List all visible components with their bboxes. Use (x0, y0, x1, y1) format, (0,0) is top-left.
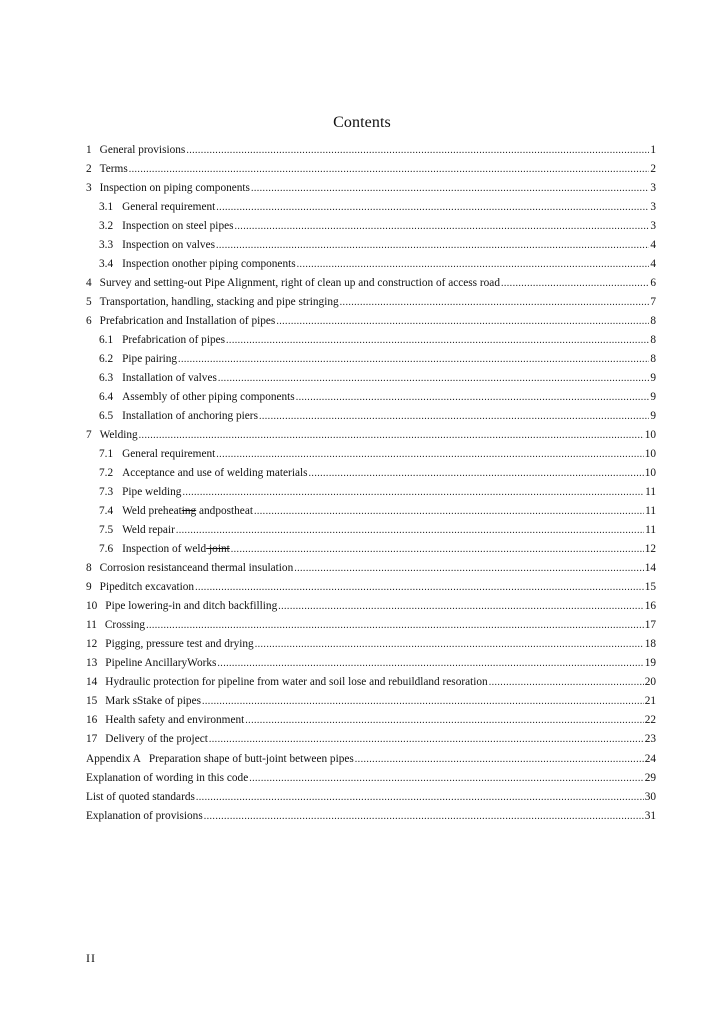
toc-entry-title: Pipeline AncillaryWorks (105, 657, 217, 670)
toc-entry-number: 2 (86, 163, 92, 176)
toc-entry-7-3[interactable] (86, 486, 656, 505)
dot-leader (340, 297, 650, 308)
toc-entry-page: 8 (650, 334, 656, 347)
toc-entry-3-3[interactable] (86, 239, 656, 258)
toc-entry-number: 3.3 (99, 239, 114, 252)
dot-leader (255, 639, 644, 650)
dot-leader (195, 582, 644, 593)
toc-entry-number: 7.1 (99, 448, 114, 461)
toc-entry-title: Survey and setting-out Pipe Alignment, right of clean up and construction of access road (99, 277, 500, 290)
toc-entry-title: Terms (99, 163, 128, 176)
toc-entry-list-of-quoted-standards[interactable] (86, 791, 656, 810)
toc-entry-number: 15 (86, 695, 98, 708)
toc-entry-title: Explanation of provisions (86, 809, 203, 822)
toc-entry-3-2[interactable] (86, 220, 656, 239)
toc-entry-number: 5 (86, 296, 92, 309)
toc-entry-page: 9 (650, 391, 656, 404)
toc-entry-title: Pipeditch excavation (99, 581, 195, 594)
toc-entry-number: 7.6 (99, 543, 114, 556)
struck-text: joint (206, 543, 230, 556)
toc-entry-page: 15 (644, 581, 656, 594)
dot-leader (245, 715, 643, 726)
toc-entry-appendix-a[interactable] (86, 753, 656, 772)
toc-entry-number: 3.4 (99, 258, 114, 271)
toc-entry-title: Assembly of other piping components (122, 391, 295, 404)
dot-leader (276, 316, 649, 327)
toc-entry-page: 16 (644, 600, 656, 613)
struck-text: ing (181, 505, 197, 518)
dot-leader (218, 373, 649, 384)
toc-entry-page: 8 (650, 315, 656, 328)
toc-entry-page: 19 (644, 657, 656, 670)
toc-entry-explanation-of-provisions[interactable] (86, 810, 656, 829)
toc-entry-number: 7.3 (99, 486, 114, 499)
toc-entry-title: Corrosion resistanceand thermal insulation (99, 562, 294, 575)
toc-entry-number: 8 (86, 562, 92, 575)
toc-entry-number: 10 (86, 600, 98, 613)
toc-entry-16[interactable] (86, 714, 656, 733)
toc-entry-7-5[interactable] (86, 524, 656, 543)
toc-entry-page: 29 (644, 771, 656, 784)
dot-leader (216, 202, 649, 213)
toc-entry-1[interactable] (86, 144, 656, 163)
toc-entry-title: General requirement (122, 448, 216, 461)
toc-entry-page: 17 (644, 619, 656, 632)
toc-entry-page: 4 (650, 239, 656, 252)
toc-entry-number: 3.1 (99, 201, 114, 214)
toc-entry-17[interactable] (86, 733, 656, 752)
dot-leader (209, 734, 644, 745)
toc-entry-6[interactable] (86, 315, 656, 334)
toc-entry-page: 8 (650, 353, 656, 366)
toc-entry-6-4[interactable] (86, 391, 656, 410)
toc-entry-page: 23 (644, 733, 656, 746)
toc-entry-page: 9 (650, 372, 656, 385)
toc-entry-number: 6.3 (99, 372, 114, 385)
dot-leader (226, 335, 649, 346)
dot-leader (355, 754, 644, 765)
toc-entry-15[interactable] (86, 695, 656, 714)
toc-entry-page: 3 (650, 201, 656, 214)
toc-entry-7-6[interactable] (86, 543, 656, 562)
toc-entry-title: Pigging, pressure test and drying (105, 638, 254, 651)
toc-entry-title: General requirement (122, 201, 216, 214)
dot-leader (251, 183, 649, 194)
page-number: II (86, 951, 96, 965)
toc-entry-number: 3 (86, 182, 92, 195)
toc-entry-3-4[interactable] (86, 258, 656, 277)
dot-leader (217, 658, 643, 669)
toc-entry-title: Acceptance and use of welding materials (122, 467, 308, 480)
toc-entry-2[interactable] (86, 163, 656, 182)
toc-entry-title: General provisions (99, 144, 186, 156)
toc-entry-number: 6.5 (99, 410, 114, 423)
toc-entry-6-3[interactable] (86, 372, 656, 391)
dot-leader (202, 696, 644, 707)
title-part: Inspection of weld (122, 543, 207, 556)
toc-entry-page: 7 (650, 296, 656, 309)
toc-entry-7[interactable] (86, 429, 656, 448)
toc-entry-page: 10 (644, 448, 656, 461)
toc-entry-page: 12 (644, 543, 656, 556)
toc-entry-title: Health safety and environment (105, 714, 245, 727)
toc-entry-8[interactable] (86, 562, 656, 581)
dot-leader (501, 278, 649, 289)
toc-entry-number: 9 (86, 581, 92, 594)
toc-entry-page: 20 (644, 676, 656, 689)
toc-entry-13[interactable] (86, 657, 656, 676)
toc-entry-title (122, 505, 253, 517)
page-title: Contents (333, 114, 391, 131)
dot-leader (231, 544, 644, 555)
toc-entry-title: Inspection on piping components (99, 182, 250, 195)
dot-leader (182, 487, 644, 498)
dot-leader (178, 354, 649, 365)
toc-entry-page: 9 (650, 410, 656, 423)
dot-leader (139, 430, 644, 441)
toc-entry-3-1[interactable] (86, 201, 656, 220)
toc-entry-title: Transportation, handling, stacking and pipe stringing (99, 296, 339, 309)
dot-leader (129, 164, 650, 175)
toc-entry-page: 31 (644, 809, 656, 822)
dot-leader (186, 145, 649, 156)
dot-leader (489, 677, 644, 688)
toc-entry-title: Crossing (104, 619, 146, 632)
toc-entry-number: 6 (86, 315, 92, 328)
toc-entry-title: Mark sStake of pipes (105, 695, 201, 708)
toc-entry-title: Pipe lowering-in and ditch backfilling (105, 600, 278, 613)
toc-entry-4[interactable] (86, 277, 656, 296)
dot-leader (309, 468, 644, 479)
toc-entry-11[interactable] (86, 619, 656, 638)
toc-entry-number: 6.4 (99, 391, 114, 404)
dot-leader (216, 449, 643, 460)
toc-entry-5[interactable] (86, 296, 656, 315)
toc-entry-number: 7.5 (99, 524, 114, 537)
toc-entry-title: Installation of valves (122, 372, 217, 385)
toc-entry-explanation-of-wording[interactable] (86, 772, 656, 791)
dot-leader (196, 792, 644, 803)
toc-entry-title: Prefabrication of pipes (122, 334, 226, 347)
toc-entry-number: 17 (86, 733, 98, 746)
toc-entry-number: 1 (86, 144, 92, 156)
toc-entry-page: 10 (644, 467, 656, 480)
toc-entry-6-2[interactable] (86, 353, 656, 372)
toc-entry-page: 3 (650, 182, 656, 195)
title-part: andpostheat (196, 505, 253, 518)
toc-entry-title: Weld repair (122, 524, 175, 537)
toc-entry-6-1[interactable] (86, 334, 656, 353)
toc-entry-title: Delivery of the project (105, 733, 208, 746)
toc-entry-number: 14 (86, 676, 98, 689)
toc-entry-page: 4 (650, 258, 656, 271)
toc-entry-page: 22 (644, 714, 656, 727)
toc-entry-12[interactable] (86, 638, 656, 657)
title-part: Weld preheat (122, 505, 182, 518)
toc-entry-page: 11 (645, 505, 656, 518)
toc-entry-3[interactable] (86, 182, 656, 201)
toc-entry-page: 21 (644, 695, 656, 708)
toc-entry-title: Explanation of wording in this code (86, 771, 249, 784)
toc-entry-page: 2 (650, 163, 656, 176)
toc-entry-title: Hydraulic protection for pipeline from water and soil lose and rebuildland resoration (105, 676, 488, 689)
toc-entry-number: 11 (86, 619, 97, 632)
toc-entry-page: 10 (644, 429, 656, 442)
dot-leader (294, 563, 643, 574)
dot-leader (216, 240, 649, 251)
toc-entry-7-1[interactable] (86, 448, 656, 467)
toc-entry-number: 13 (86, 657, 98, 670)
toc-entry-title: List of quoted standards (86, 790, 195, 803)
toc-entry-title: Inspection onother piping components (122, 258, 296, 271)
dot-leader (278, 601, 643, 612)
toc-entry-title: Installation of anchoring piers (122, 410, 258, 423)
dot-leader (249, 773, 643, 784)
toc-entry-number: 12 (86, 638, 98, 651)
toc-entry-page: 11 (645, 524, 656, 537)
toc-entry-number: 4 (86, 277, 92, 290)
toc-entry-title: Preparation shape of butt-joint between pipes (148, 752, 354, 765)
toc-entry-page: 3 (650, 220, 656, 233)
dot-leader (296, 392, 650, 403)
toc-entry-page: 18 (644, 638, 656, 651)
dot-leader (146, 620, 644, 631)
toc-entry-7-2[interactable] (86, 467, 656, 486)
toc-entry-page: 24 (644, 752, 656, 765)
toc-entry-number: 7 (86, 429, 92, 442)
dot-leader (176, 525, 644, 536)
toc-entry-number: 7.2 (99, 467, 114, 480)
toc-entry-page: 30 (644, 790, 656, 803)
toc-entry-page: 6 (650, 277, 656, 290)
toc-entry-number: Appendix A (86, 752, 141, 765)
toc-entry-number: 3.2 (99, 220, 114, 233)
toc-entry-number: 6.1 (99, 334, 114, 347)
toc-entry-page: 14 (644, 562, 656, 575)
toc-entry-title: Welding (99, 429, 138, 442)
toc-entry-page: 11 (645, 486, 656, 499)
toc-entry-title (122, 543, 230, 555)
dot-leader (254, 506, 644, 517)
dot-leader (259, 411, 649, 422)
toc-entry-number: 7.4 (99, 505, 114, 518)
toc-entry-9[interactable] (86, 581, 656, 600)
dot-leader (297, 259, 650, 270)
toc-entry-number: 6.2 (99, 353, 114, 366)
toc-entry-title: Pipe pairing (122, 353, 178, 366)
toc-entry-14[interactable] (86, 676, 656, 695)
toc-entry-title: Inspection on valves (122, 239, 215, 252)
toc-entry-title: Prefabrication and Installation of pipes (99, 315, 276, 328)
toc-entry-10[interactable] (86, 600, 656, 619)
dot-leader (204, 811, 644, 822)
toc-entry-page: 1 (650, 144, 656, 156)
toc-entry-title: Inspection on steel pipes (122, 220, 234, 233)
dot-leader (235, 221, 650, 232)
table-of-contents (86, 144, 656, 829)
toc-entry-6-5[interactable] (86, 410, 656, 429)
toc-entry-title: Pipe welding (122, 486, 182, 499)
toc-entry-7-4[interactable] (86, 505, 656, 524)
toc-entry-number: 16 (86, 714, 98, 727)
